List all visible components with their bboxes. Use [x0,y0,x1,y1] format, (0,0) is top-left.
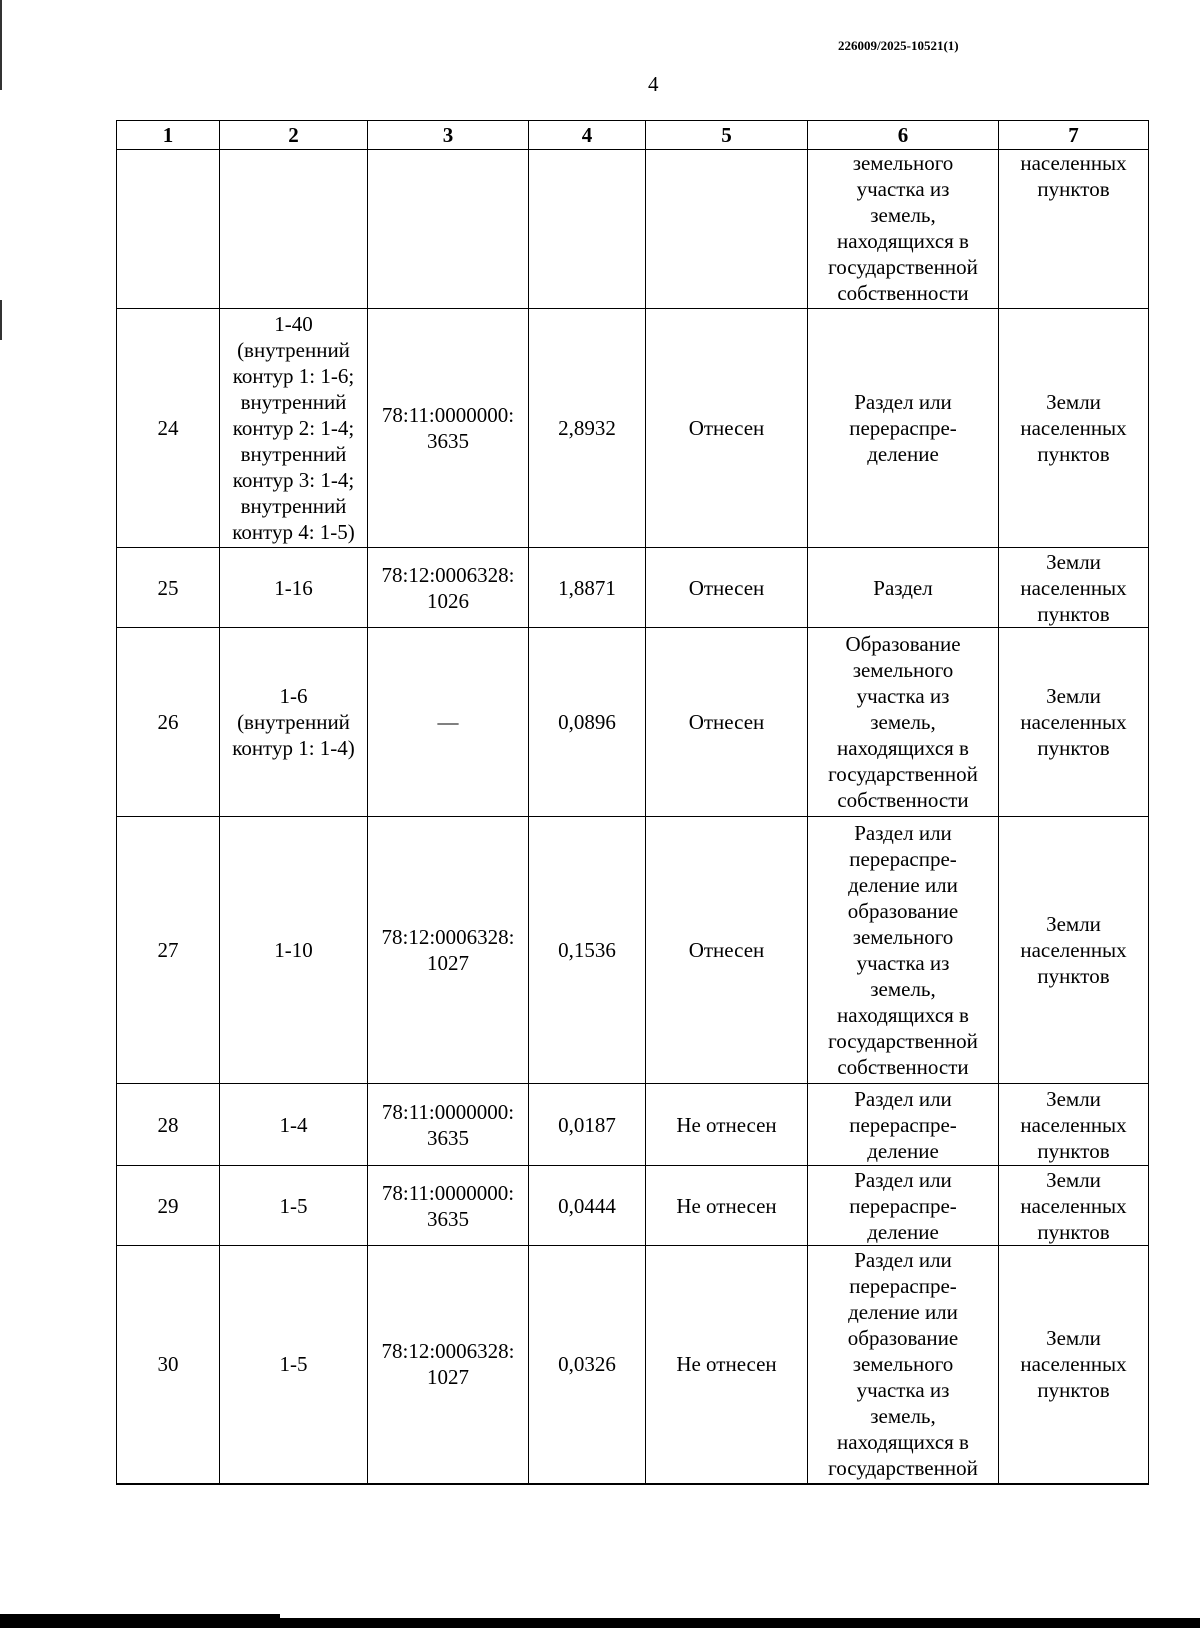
cell-cadastral: 78:11:0000000: 3635 [368,309,529,548]
cell-area: 1,8871 [529,548,646,628]
cell-category: Земли населенных пунктов [999,1246,1149,1484]
cell-area: 0,0896 [529,628,646,817]
cell-cadastral: 78:11:0000000: 3635 [368,1084,529,1166]
page-number: 4 [648,72,659,96]
column-header: 6 [808,121,999,150]
table-row [117,1166,1149,1246]
cell-method: Раздел [808,548,999,628]
column-header: 4 [529,121,646,150]
cell-category: Земли населенных пунктов [999,548,1149,628]
scan-edge-mark [0,300,2,340]
cell-category: Земли населенных пунктов [999,628,1149,817]
cell-points: 1-5 [220,1166,368,1246]
cell-status [646,150,808,309]
cell-method: Раздел или перераспре- деление [808,309,999,548]
cell-method: Раздел или перераспре- деление [808,1166,999,1246]
cell-points: 1-5 [220,1246,368,1484]
cell-cadastral [368,150,529,309]
cell-category: населенных пунктов [999,150,1149,309]
scan-bottom-bar [0,1618,1200,1628]
cell-points: 1-4 [220,1084,368,1166]
column-header: 1 [117,121,220,150]
table-row [117,1084,1149,1166]
cell-number: 25 [117,548,220,628]
table-row [117,150,1149,309]
cell-area: 0,0444 [529,1166,646,1246]
cell-area: 0,0326 [529,1246,646,1484]
cell-number: 29 [117,1166,220,1246]
cell-cadastral: — [368,628,529,817]
cell-area: 2,8932 [529,309,646,548]
cell-number [117,150,220,309]
cell-points [220,150,368,309]
cell-category: Земли населенных пунктов [999,1166,1149,1246]
header-row [117,121,1149,150]
cell-points: 1-6 (внутренний контур 1: 1-4) [220,628,368,817]
cell-points: 1-10 [220,817,368,1084]
land-plot-table [116,120,1149,1485]
cell-cadastral: 78:12:0006328: 1027 [368,817,529,1084]
cell-status: Отнесен [646,548,808,628]
cell-cadastral: 78:12:0006328: 1027 [368,1246,529,1484]
table-row [117,309,1149,548]
cell-status: Отнесен [646,817,808,1084]
cell-status: Отнесен [646,309,808,548]
cell-status: Не отнесен [646,1246,808,1484]
table-row [117,548,1149,628]
cell-area: 0,0187 [529,1084,646,1166]
scan-edge-mark [0,0,2,90]
cell-number: 24 [117,309,220,548]
cell-number: 28 [117,1084,220,1166]
cell-status: Отнесен [646,628,808,817]
cell-cadastral: 78:12:0006328: 1026 [368,548,529,628]
column-header: 2 [220,121,368,150]
cell-area: 0,1536 [529,817,646,1084]
cell-number: 30 [117,1246,220,1484]
cell-number: 27 [117,817,220,1084]
table-row [117,1246,1149,1484]
table-row [117,628,1149,817]
cell-method: Раздел или перераспре- деление [808,1084,999,1166]
cell-category: Земли населенных пунктов [999,817,1149,1084]
cell-points: 1-16 [220,548,368,628]
cell-method: Образование земельного участка из земель, находящихся в государственной собственности [808,628,999,817]
cell-method: земельного участка из земель, находящихся в государственной собственности [808,150,999,309]
cell-area [529,150,646,309]
cell-status: Не отнесен [646,1084,808,1166]
table-row [117,817,1149,1084]
column-header: 5 [646,121,808,150]
cell-method: Раздел или перераспре- деление или образование земельного участка из земель, находящихся в государственной собственности [808,817,999,1084]
column-header: 7 [999,121,1149,150]
document-id: 226009/2025-10521(1) [838,38,959,53]
cell-method: Раздел или перераспре- деление или образование земельного участка из земель, находящихся в государственной [808,1246,999,1484]
cell-cadastral: 78:11:0000000: 3635 [368,1166,529,1246]
cell-status: Не отнесен [646,1166,808,1246]
cell-points: 1-40 (внутренний контур 1: 1-6; внутренний контур 2: 1-4; внутренний контур 3: 1-4; внутренний контур 4: 1-5) [220,309,368,548]
cell-number: 26 [117,628,220,817]
column-header: 3 [368,121,529,150]
cell-category: Земли населенных пунктов [999,309,1149,548]
cell-category: Земли населенных пунктов [999,1084,1149,1166]
